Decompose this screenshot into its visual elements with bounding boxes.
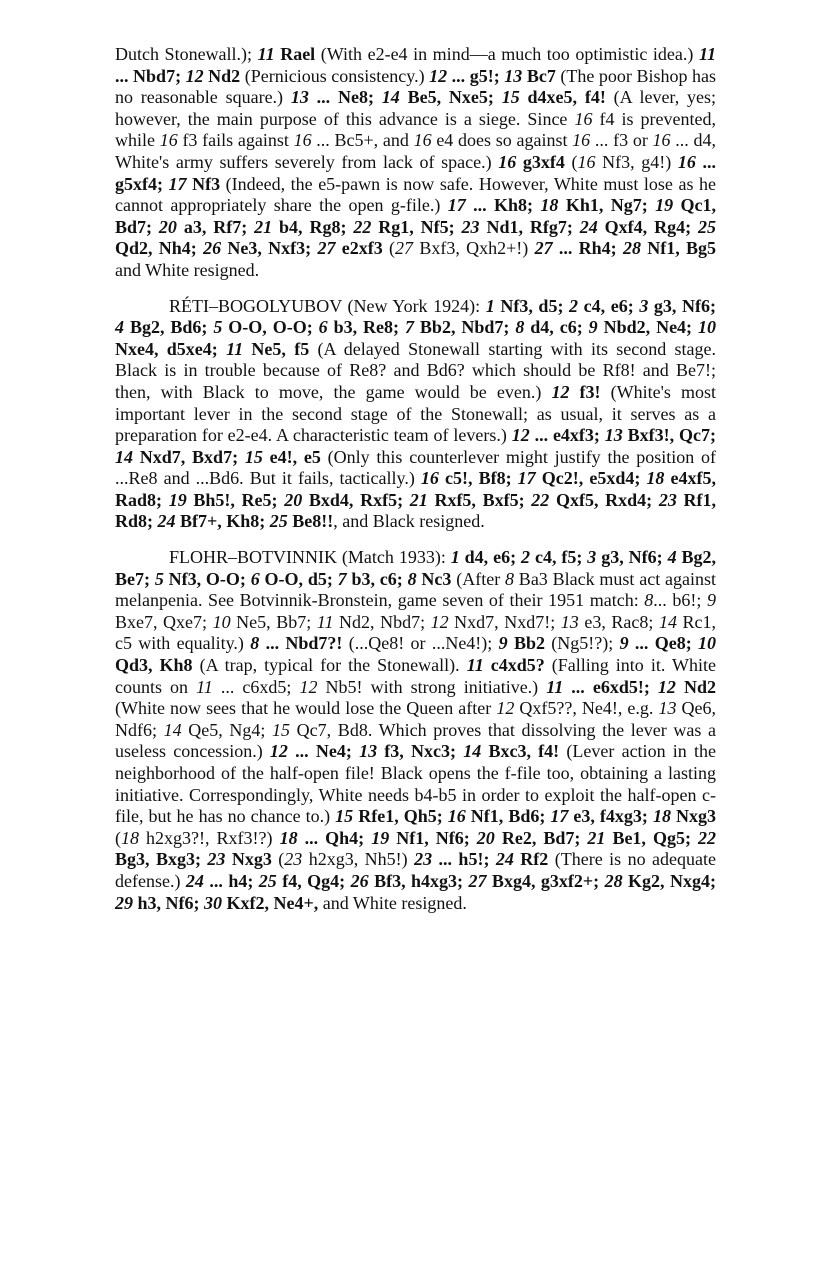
chess-move: c4, f5; [530,547,588,568]
move-number: 16 [498,151,517,172]
chess-move: Qd3, Kh8 [115,655,193,676]
move-number-annotation: 9 [707,590,716,611]
move-number: 2 [521,547,531,568]
move-number: 18 [540,195,559,216]
chess-move: ... Nbd7; [115,65,186,86]
move-number: 4 [115,317,124,338]
move-number: 3 [587,547,597,568]
move-number: 1 [485,295,495,316]
chess-move: ... h4; [203,870,259,891]
annotation-text: (A delayed Stonewall starting with its second stage. Black is in trouble because of Re8? and Bd6? which should be Rf8! and Be7!; then, with Black to move, the game would be even.) [115,338,717,402]
chess-move: Nf3, d5; [494,295,570,316]
chess-move: Rxf5, Bxf5; [427,489,532,510]
chess-move: Ne5, f5 [243,338,310,359]
chess-move: Rfe1, Qh5; [353,806,448,827]
chess-move: Be8!! [287,511,334,532]
chess-move: Nf1, Bd6; [465,806,551,827]
game-paragraph [115,547,716,914]
chess-move: ... Qh4; [297,827,372,848]
annotation-text: ... c6xd5; [212,676,300,697]
annotation-text: Bxf3, Qxh2+!) [413,238,535,259]
annotation-text: (Ng5!?); [544,633,620,654]
move-number: 12 [185,65,204,86]
move-number-annotation: 11 [196,676,213,697]
chess-move: ... e6xd5!; [563,676,658,697]
move-number-annotation: 16 [413,130,432,151]
annotation-text: ( [382,238,396,259]
move-number: 17 [550,806,569,827]
chess-move: ... h5!; [432,849,496,870]
move-number: 22 [353,216,372,237]
annotation-text: e4 does so against [431,130,573,151]
move-number: 13 [290,87,309,108]
chess-move: Nd2 [675,676,716,697]
chess-move: Nd1, Rfg7; [479,216,580,237]
chess-move: Be1, Qg5; [605,827,699,848]
game-paragraph [115,44,716,282]
move-number-annotation: 16 [293,130,312,151]
move-number-annotation: 14 [658,611,677,632]
move-number: 1 [450,547,460,568]
chess-move: Nf1, Nf6; [389,827,477,848]
annotation-text: ( [115,827,121,848]
move-number: 19 [168,489,187,510]
move-number: 24 [157,511,176,532]
move-number: 12 [657,676,676,697]
chess-move: d4, e6; [459,547,522,568]
chess-move: Nxg3 [670,806,717,827]
chess-move: Nf3 [186,173,221,194]
chess-move: f3, Nxc3; [377,741,464,762]
move-number-annotation: 8 [644,590,654,611]
chess-move: b4, Rg8; [272,216,354,237]
move-number: 18 [652,806,671,827]
annotation-text: Nb5! with strong initiative.) [317,676,547,697]
annotation-text: and White resigned. [115,259,260,280]
move-number: 9 [498,633,508,654]
chess-move: ... e4xf3; [529,425,605,446]
annotation-text: (After [451,568,505,589]
chess-move: ... Kh8; [465,195,541,216]
chess-move: d4xe5, f4! [519,87,606,108]
annotation-text: e3, Rac8; [578,611,659,632]
chess-move: Ne3, Nxf3; [221,238,318,259]
chess-move: Bh5!, Re5; [186,489,285,510]
move-number-annotation: 15 [272,719,291,740]
chess-move: Qc2!, e5xd4; [535,468,647,489]
move-number: 11 [466,655,484,676]
move-number: 21 [409,489,428,510]
annotation-text: (There is no adequate defense.) [115,849,716,891]
move-number: 2 [569,295,579,316]
move-number: 23 [207,849,226,870]
chess-move: g3, Nf6; [596,547,668,568]
chess-move: ... Ne4; [287,741,360,762]
move-number: 15 [244,446,263,467]
annotation-text: f3 fails against [177,130,294,151]
annotation-text: (With e2-e4 in mind—a much too optimistic idea.) [315,44,699,64]
annotation-text: Nd2, Nbd7; [333,611,431,632]
chess-move: Bxd4, Rxf5; [302,489,410,510]
move-number-annotation: 16 [159,130,178,151]
move-number: 20 [284,489,303,510]
move-number-annotation: 18 [121,827,139,848]
move-number: 8 [250,633,260,654]
move-number: 14 [381,87,400,108]
chess-move: c4, e6; [578,295,640,316]
annotation-text: (Indeed, the e5-pawn is now safe. However, White must lose as he cannot appropriately share the open g-file.) [115,173,716,216]
move-number: 11 [257,44,275,64]
annotation-text: ... f3 or [590,130,653,151]
move-number: 21 [254,216,273,237]
move-number: 13 [504,65,523,86]
annotation-text: Ne5, Bb7; [230,611,317,632]
chess-move: Nbd2, Ne4; [597,317,698,338]
move-number: 11 [226,338,244,359]
chess-move: Rf2 [513,849,549,870]
annotation-text: h2xg3, Nh5!) [302,849,415,870]
annotation-text: (...Qe8! or ...Ne4!); [342,633,499,654]
move-number: 28 [622,238,641,259]
chess-move: Qd2, Nh4; [115,238,204,259]
chess-move: d4, c6; [524,317,589,338]
move-number: 16 [447,806,466,827]
chess-move: Nxg3 [225,849,272,870]
move-number: 23 [414,849,433,870]
move-number-annotation: 11 [316,611,334,632]
chess-move: e4!, e5 [262,446,321,467]
move-number: 10 [698,633,717,654]
annotation-text: Bxe7, Qxe7; [115,611,213,632]
chess-move: c5!, Bf8; [438,468,518,489]
chess-move: c4xd5? [483,655,545,676]
chess-move: Bb2 [507,633,545,654]
move-number: 17 [447,195,466,216]
move-number: 18 [646,468,665,489]
chess-move: Nd2 [203,65,241,86]
annotation-text: h2xg3?!, Rxf3!?) [139,827,280,848]
move-number: 9 [619,633,629,654]
move-number: 17 [517,468,536,489]
move-number-annotation: 14 [163,719,182,740]
chess-move: e2xf3 [335,238,383,259]
move-number: 4 [667,547,677,568]
annotation-text: Rc1, c5 with equality.) [115,611,717,654]
move-number: 12 [511,425,530,446]
move-number: 18 [279,827,298,848]
annotation-text: (Pernicious consistency.) [240,65,430,86]
annotation-text: Nxd7, Nxd7!; [448,611,561,632]
annotation-text: (The poor Bishop has no reasonable square.) [115,65,717,108]
chess-move: e3, f4xg3; [568,806,653,827]
annotation-text: (A trap, typical for the Stonewall). [192,655,467,676]
move-number: 27 [534,238,553,259]
annotation-text: Qe6, Ndf6; [115,698,716,740]
move-number: 15 [501,87,520,108]
chess-move: Bf7+, Kh8; [175,511,270,532]
move-number: 27 [317,238,336,259]
move-number: 25 [697,216,716,237]
chess-move: Nc3 [416,568,452,589]
move-number: 13 [604,425,623,446]
chess-move: Qc1, Bd7; [115,195,716,237]
chess-move: b3, c6; [346,568,408,589]
move-number-annotation: 8 [505,568,514,589]
move-number-annotation: 16 [574,108,593,129]
move-number: 30 [204,892,222,913]
chess-move: a3, Rf7; [176,216,255,237]
chess-move: Rael [274,44,316,64]
move-number: 5 [213,317,223,338]
chess-move: Nf1, Bg5 [640,238,717,259]
chess-move: ... g5xf4; [115,151,716,194]
move-number: 26 [350,870,369,891]
move-number: 24 [495,849,514,870]
chess-move: Nxe4, d5xe4; [115,338,227,359]
annotation-text: FLOHR–BOTVINNIK (Match 1933): [169,547,451,568]
move-number-annotation: 23 [284,849,303,870]
annotation-text: (A lever, yes; however, the main purpose of this advance is a siege. Since [115,87,717,129]
move-number: 9 [588,317,598,338]
move-number: 19 [655,195,674,216]
move-number: 29 [115,892,133,913]
move-number: 14 [115,446,133,467]
chess-move: ... Nbd7?! [259,633,343,654]
move-number: 7 [404,317,414,338]
move-number-annotation: 16 [572,130,591,151]
annotation-text: and White resigned. [318,892,467,913]
chess-move: Bg3, Bxg3; [115,849,208,870]
chess-move: Bg2, Be7; [115,547,716,589]
move-number: 15 [335,806,354,827]
chess-move: Bxc3, f4! [481,741,560,762]
move-number: 6 [318,317,328,338]
chess-move: f3! [569,381,601,402]
move-number: 16 [420,468,439,489]
move-number: 17 [168,173,187,194]
annotation-text: (White now sees that he would lose the Queen after [115,698,497,719]
annotation-text: Nf3, g4!) [595,151,678,172]
move-number-annotation: 12 [299,676,318,697]
move-number: 8 [515,317,525,338]
move-number: 12 [269,741,288,762]
chess-move: e4xf5, Rad8; [115,468,716,510]
move-number: 26 [203,238,222,259]
annotation-text: ... Bc5+, and [311,130,414,151]
chess-move: Kh1, Ng7; [558,195,656,216]
chess-move: ... g5!; [447,65,500,86]
move-number: 11 [698,44,716,64]
move-number: 21 [587,827,606,848]
move-number: 23 [658,489,677,510]
game-paragraph [115,296,716,534]
move-number: 23 [461,216,480,237]
chess-move: g3xf4 [516,151,565,172]
move-number: 14 [463,741,482,762]
chess-move: Kg2, Nxg4; [622,870,716,891]
move-number-annotation: 13 [560,611,579,632]
annotation-text: Ba3 Black must act against melanpenia. See Botvinnik-Bronstein, game seven of their 1951 match: [115,568,716,611]
move-number: 28 [604,870,623,891]
annotation-text: Qxf5??, Ne4!, e.g. [514,698,659,719]
move-number: 20 [158,216,177,237]
move-number: 16 [677,151,696,172]
chess-move: Bc7 [522,65,556,86]
chess-move: Rg1, Nf5; [371,216,462,237]
chess-move: Bxf3!, Qc7; [622,425,717,446]
chess-move: Nxd7, Bxd7; [133,446,245,467]
move-number-annotation: 10 [212,611,231,632]
chess-move: Be5, Nxe5; [399,87,502,108]
annotation-text: f4 is prevented, while [115,108,716,151]
move-number: 25 [269,511,288,532]
move-number: 24 [185,870,204,891]
move-number: 11 [546,676,564,697]
chess-move: Kxf2, Ne4+, [222,892,319,913]
move-number: 13 [359,741,378,762]
chess-move: Re2, Bd7; [494,827,588,848]
move-number: 22 [531,489,550,510]
page-text [115,44,716,928]
move-number-annotation: 16 [652,130,671,151]
move-number-annotation: 12 [496,698,515,719]
move-number: 27 [468,870,487,891]
chess-move: h3, Nf6; [133,892,204,913]
move-number: 22 [698,827,717,848]
move-number: 6 [250,568,260,589]
move-number-annotation: 12 [430,611,449,632]
move-number-annotation: 16 [577,151,596,172]
move-number: 25 [258,870,277,891]
chess-move: Qxf4, Rg4; [597,216,698,237]
annotation-text: Dutch Stonewall.); [115,44,258,64]
annotation-text: ( [564,151,578,172]
chess-move: b3, Re8; [327,317,405,338]
move-number: 8 [407,568,417,589]
move-number: 3 [639,295,649,316]
move-number: 7 [337,568,347,589]
chess-move: Qxf5, Rxd4; [549,489,659,510]
chess-move: g3, Nf6; [648,295,716,316]
chess-move: O-O, d5; [259,568,338,589]
move-number: 12 [551,381,570,402]
annotation-text: RÉTI–BOGOLYUBOV (New York 1924): [169,295,486,316]
chess-move: Bb2, Nbd7; [413,317,516,338]
annotation-text: Qe5, Ng4; [181,719,273,740]
annotation-text: (Lever action in the neighborhood of the half-open file! Black opens the f-file too, obtaining a lasting initiative. Correspondingly, White needs b4-b5 in order to exploit the half-open c-file, but he has no chance to.) [115,741,717,827]
annotation-text: ... d4, White's army suffers severely from lack of space.) [115,130,716,172]
annotation-text: (White's most important lever in the second stage of the Stonewall; as usual, it serves as a preparation for e2-e4. A characteristic team of levers.) [115,381,716,446]
annotation-text: (Only this counterlever might justify the position of ...Re8 and ...Bd6. But it fails, tactically.) [115,446,716,489]
move-number: 5 [154,568,164,589]
annotation-text: , and Black resigned. [333,511,485,532]
annotation-text: ... b6!; [653,590,707,611]
move-number: 19 [371,827,390,848]
chess-move: ... Ne8; [308,87,382,108]
move-number-annotation: 13 [658,698,677,719]
move-number: 10 [698,317,716,338]
chess-move: Rf1, Rd8; [115,489,716,532]
chess-move: Bg2, Bd6; [124,317,214,338]
annotation-text: (Falling into it. White counts on [115,655,717,697]
move-number: 20 [476,827,495,848]
annotation-text: ( [271,849,285,870]
chess-move: Nf3, O-O; [163,568,251,589]
chess-move: ... Rh4; [552,238,623,259]
move-number: 24 [579,216,598,237]
move-number: 12 [429,65,448,86]
move-number-annotation: 27 [395,238,414,259]
chess-move: ... Qe8; [628,633,699,654]
chess-move: O-O, O-O; [222,317,319,338]
chess-move: Bf3, h4xg3; [368,870,469,891]
chess-move: Bxg4, g3xf2+; [486,870,605,891]
chess-move: f4, Qg4; [276,870,351,891]
annotation-text: Qc7, Bd8. Which proves that dissolving the lever was a useless concession.) [115,719,716,762]
